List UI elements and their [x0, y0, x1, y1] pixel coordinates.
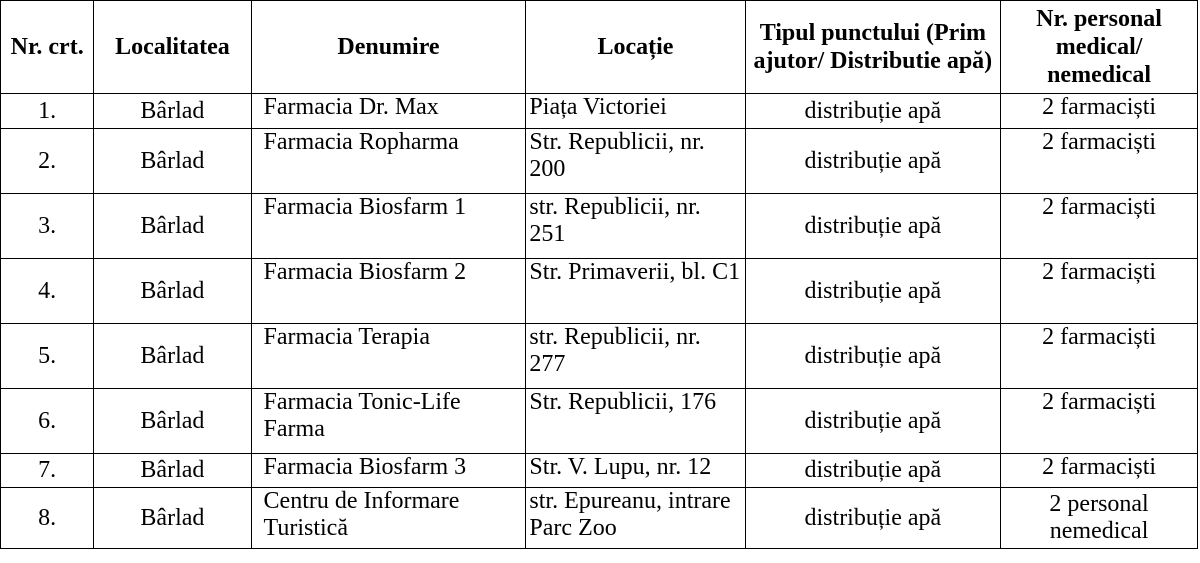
- table-row: [1, 94, 1198, 129]
- cell-tip: distribuție apă: [745, 129, 1001, 194]
- cell-localitate: Bârlad: [94, 488, 251, 549]
- header-row: [1, 1, 1198, 94]
- cell-localitate: Bârlad: [94, 259, 251, 324]
- cell-locatie: Str. Primaverii, bl. C1: [526, 259, 745, 324]
- header-denumire: Denumire: [251, 1, 526, 94]
- cell-personal: 2 farmaciști: [1001, 259, 1198, 324]
- cell-localitate: Bârlad: [94, 129, 251, 194]
- cell-tip: distribuție apă: [745, 389, 1001, 454]
- cell-personal: 2 farmaciști: [1001, 94, 1198, 129]
- cell-personal: 2 farmaciști: [1001, 389, 1198, 454]
- table-row: [1, 454, 1198, 488]
- cell-localitate: Bârlad: [94, 389, 251, 454]
- table-row: [1, 324, 1198, 389]
- cell-tip: distribuție apă: [745, 488, 1001, 549]
- cell-personal: 2 farmaciști: [1001, 129, 1198, 194]
- cell-nr: 3.: [1, 194, 94, 259]
- cell-nr: 4.: [1, 259, 94, 324]
- cell-tip: distribuție apă: [745, 194, 1001, 259]
- table-row: [1, 194, 1198, 259]
- cell-tip: distribuție apă: [745, 324, 1001, 389]
- cell-denumire: Farmacia Tonic-Life Farma: [251, 389, 526, 454]
- cell-denumire: Farmacia Biosfarm 1: [251, 194, 526, 259]
- cell-locatie: Str. Republicii, 176: [526, 389, 745, 454]
- header-locatie: Locație: [526, 1, 745, 94]
- header-personal: Nr. personal medical/ nemedical: [1001, 1, 1198, 94]
- table-row: [1, 488, 1198, 549]
- cell-personal: 2 farmaciști: [1001, 324, 1198, 389]
- cell-nr: 7.: [1, 454, 94, 488]
- cell-personal: 2 farmaciști: [1001, 454, 1198, 488]
- cell-locatie: str. Republicii, nr. 251: [526, 194, 745, 259]
- cell-locatie: Piața Victoriei: [526, 94, 745, 129]
- cell-personal: 2 personal nemedical: [1001, 488, 1198, 549]
- cell-denumire: Farmacia Ropharma: [251, 129, 526, 194]
- cell-locatie: str. Republicii, nr. 277: [526, 324, 745, 389]
- cell-tip: distribuție apă: [745, 259, 1001, 324]
- table-row: [1, 259, 1198, 324]
- header-tip: Tipul punctului (Prim ajutor/ Distributie apă): [745, 1, 1001, 94]
- cell-localitate: Bârlad: [94, 194, 251, 259]
- cell-localitate: Bârlad: [94, 94, 251, 129]
- cell-denumire: Farmacia Biosfarm 2: [251, 259, 526, 324]
- cell-nr: 2.: [1, 129, 94, 194]
- cell-localitate: Bârlad: [94, 454, 251, 488]
- cell-tip: distribuție apă: [745, 94, 1001, 129]
- cell-tip: distribuție apă: [745, 454, 1001, 488]
- cell-localitate: Bârlad: [94, 324, 251, 389]
- header-nr: Nr. crt.: [1, 1, 94, 94]
- cell-denumire: Farmacia Terapia: [251, 324, 526, 389]
- cell-locatie: Str. V. Lupu, nr. 12: [526, 454, 745, 488]
- cell-nr: 6.: [1, 389, 94, 454]
- cell-nr: 5.: [1, 324, 94, 389]
- table-row: [1, 129, 1198, 194]
- cell-locatie: Str. Republicii, nr. 200: [526, 129, 745, 194]
- cell-personal: 2 farmaciști: [1001, 194, 1198, 259]
- cell-nr: 8.: [1, 488, 94, 549]
- cell-locatie: str. Epureanu, intrare Parc Zoo: [526, 488, 745, 549]
- cell-denumire: Centru de Informare Turistică: [251, 488, 526, 549]
- cell-nr: 1.: [1, 94, 94, 129]
- table-row: [1, 389, 1198, 454]
- header-localitate: Localitatea: [94, 1, 251, 94]
- cell-denumire: Farmacia Biosfarm 3: [251, 454, 526, 488]
- cell-denumire: Farmacia Dr. Max: [251, 94, 526, 129]
